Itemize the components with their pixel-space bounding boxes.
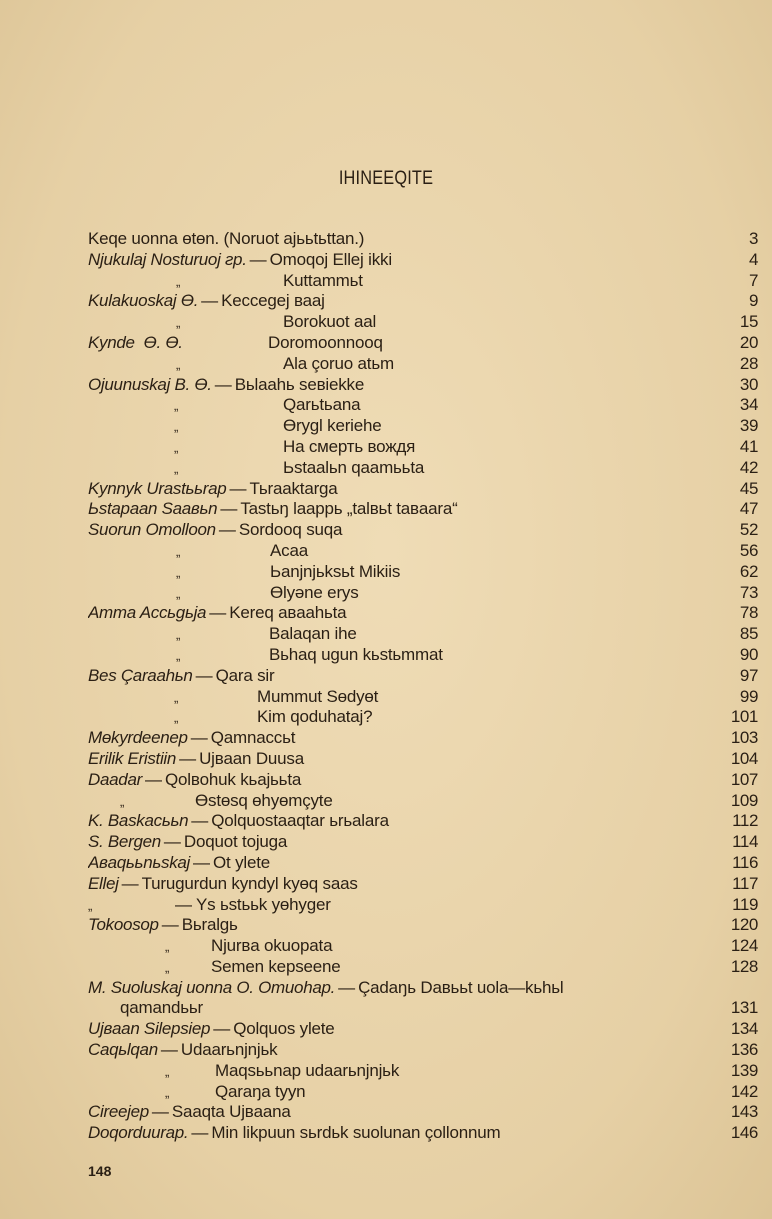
toc-title: Sordooq suqa [238, 520, 343, 540]
toc-title: Өrygl keriehe [283, 416, 382, 436]
separator-dash: — [213, 1019, 231, 1039]
toc-entry [88, 728, 758, 749]
separator-dash: — [249, 249, 267, 269]
toc-entry [88, 541, 758, 562]
dot-leader [295, 1102, 729, 1123]
toc-entry [88, 250, 758, 271]
toc-entry [88, 936, 758, 957]
ditto-mark: „ [176, 356, 181, 372]
indent [88, 645, 269, 666]
toc-entry [88, 603, 758, 624]
toc-entry [88, 312, 758, 333]
toc-title: qamandььr [120, 998, 204, 1018]
toc-entry [88, 479, 758, 500]
dot-leader [368, 229, 744, 250]
toc-title: Qarьtьana [283, 395, 361, 415]
toc-entry [88, 895, 758, 916]
separator-dash: — [163, 832, 181, 852]
toc-entry [88, 520, 758, 541]
toc-author: Bes Çaraahьn [88, 665, 193, 685]
separator-dash: — [161, 915, 179, 935]
toc-page-number: 109 [730, 790, 758, 810]
toc-page-number: 62 [739, 561, 758, 581]
toc-entry [88, 645, 758, 666]
toc-title: Qolвohuk kьajььta [164, 769, 302, 789]
dot-leader [363, 583, 738, 604]
toc-page-number: 142 [730, 1081, 758, 1101]
dot-leader [291, 832, 730, 853]
toc-author: Kynnyk Urastььrap [88, 478, 227, 498]
toc-entry [88, 1123, 758, 1144]
indent [88, 1061, 215, 1082]
toc-page-number: 120 [730, 915, 758, 935]
toc-page-number: 42 [739, 457, 758, 477]
dot-leader [462, 499, 738, 520]
toc-page-number: 134 [730, 1019, 758, 1039]
toc-page-number: 139 [730, 1060, 758, 1080]
toc-page-number: 143 [730, 1102, 758, 1122]
toc-author: Kulakuoskaj Ө. [88, 291, 199, 311]
toc-entry [88, 458, 758, 479]
toc-entry [88, 749, 758, 770]
dot-leader [362, 874, 730, 895]
toc-title: Kereq aвaahьta [229, 603, 347, 623]
page-heading: IHINEEQITE [338, 168, 434, 189]
dot-leader [305, 770, 729, 791]
toc-page-number: 136 [730, 1040, 758, 1060]
dot-leader [361, 624, 738, 645]
dot-leader [207, 998, 729, 1019]
toc-title: Balaqan ihe [269, 624, 357, 644]
indent [88, 437, 283, 458]
indent [88, 624, 269, 645]
dot-leader [393, 811, 730, 832]
ditto-mark: „ [176, 647, 181, 663]
toc-title: Ьstaalьn qaamььta [283, 457, 425, 477]
ditto-mark: „ [174, 710, 179, 726]
ditto-mark: „ [88, 897, 93, 913]
toc-page-number: 128 [730, 956, 758, 976]
separator-dash: — [209, 603, 227, 623]
toc-page-number: 104 [730, 748, 758, 768]
toc-title: Вьlaahь seвiekke [234, 374, 365, 394]
dot-leader [386, 416, 738, 437]
dot-leader [447, 645, 738, 666]
toc-entry [88, 624, 758, 645]
toc-page-number: 90 [739, 644, 758, 664]
indent [88, 562, 270, 583]
toc-page-number: 124 [730, 936, 758, 956]
toc-author: Ojuunuskaj B. Ө. [88, 374, 212, 394]
toc-author: Njukulaj Nosturuoj гр. [88, 249, 247, 269]
indent [88, 354, 283, 375]
indent [88, 957, 211, 978]
toc-page-number: 4 [748, 249, 758, 269]
toc-title: Borokuot aal [283, 312, 377, 332]
separator-dash: — [179, 748, 197, 768]
dot-leader [274, 853, 730, 874]
ditto-mark: „ [174, 398, 179, 414]
toc-page-number: 114 [732, 832, 758, 852]
dot-leader [428, 458, 738, 479]
toc-entry [88, 874, 758, 895]
ditto-mark: „ [176, 543, 181, 559]
toc-entry [88, 832, 758, 853]
ditto-mark: „ [176, 627, 181, 643]
indent [88, 791, 195, 812]
toc-title: Tastьŋ laappь „talвьt taвaara“ [240, 499, 458, 519]
indent [88, 687, 257, 708]
toc-title: — Ys ьstььk yөhyger [175, 894, 331, 914]
toc-title: Qamnaccьt [210, 728, 296, 748]
indent [88, 583, 270, 604]
toc-title: Өlyәne erys [270, 582, 359, 602]
dot-leader [396, 250, 744, 271]
toc-entry [88, 687, 758, 708]
toc-page-number: 99 [739, 686, 758, 706]
separator-dash: — [214, 374, 232, 394]
toc-author: Suorun Omolloon [88, 520, 216, 540]
toc-page-number: 39 [739, 416, 758, 436]
toc-title: Turugurdun kyndyl kyөq saas [141, 873, 358, 893]
toc-title: Тьraaktarga [249, 478, 338, 498]
toc-entry [88, 1040, 758, 1061]
toc-title: Kim qoduhataj? [257, 707, 373, 727]
dot-leader [345, 957, 729, 978]
toc-entry [88, 271, 758, 292]
toc-entry [88, 707, 758, 728]
toc-author: M. Suoluskaj uonna O. Omuohap. [88, 977, 336, 997]
dot-leader [419, 437, 738, 458]
ditto-mark: „ [165, 959, 170, 975]
toc-title: Maqsььnap udaarьnjnjьk [215, 1060, 400, 1080]
toc-page-number: 112 [732, 811, 758, 831]
toc-author: Caqьlqan [88, 1040, 158, 1060]
toc-title: Өstөsq өhyөmçyte [195, 790, 333, 810]
toc-title: Qolquostaaqtar ьrьalara [211, 811, 389, 831]
toc-title: Ot ylete [213, 852, 271, 872]
toc-title: Ujвaan Duusa [199, 748, 304, 768]
dot-leader [281, 1040, 728, 1061]
toc-entry [88, 791, 758, 812]
toc-entry [88, 666, 758, 687]
ditto-mark: „ [120, 793, 125, 809]
toc-page-number: 119 [732, 894, 758, 914]
dot-leader [398, 354, 738, 375]
indent [88, 458, 283, 479]
ditto-mark: „ [176, 273, 181, 289]
dot-leader [403, 1061, 729, 1082]
dot-leader [342, 479, 738, 500]
separator-dash: — [193, 852, 211, 872]
toc-page-number: 7 [748, 270, 758, 290]
separator-dash: — [220, 499, 238, 519]
ditto-mark: „ [176, 315, 181, 331]
toc-title: Mummut Sөdyөt [257, 686, 379, 706]
table-of-contents [88, 229, 758, 1144]
toc-title: Ьanjnjьksьt Mikiis [270, 561, 401, 581]
indent [88, 416, 283, 437]
toc-page-number: 78 [739, 603, 758, 623]
dot-leader [346, 520, 738, 541]
dot-leader [335, 895, 730, 916]
dot-leader [504, 1123, 728, 1144]
dot-leader [339, 1019, 729, 1040]
dot-leader [367, 271, 744, 292]
indent [88, 541, 270, 562]
toc-title: Omoqoj Ellej ikki [269, 249, 392, 269]
toc-title: На смерть вождя [283, 436, 416, 456]
toc-entry [88, 354, 758, 375]
toc-page-number: 47 [739, 499, 758, 519]
toc-entry [88, 583, 758, 604]
toc-entry [88, 978, 758, 999]
toc-page-number: 41 [739, 436, 758, 456]
separator-dash: — [338, 977, 356, 997]
ditto-mark: „ [174, 460, 179, 476]
toc-author: Ujвaan Silepsiep [88, 1019, 211, 1039]
dot-leader [382, 687, 738, 708]
toc-page-number: 73 [739, 582, 758, 602]
indent [88, 271, 283, 292]
toc-page-number: 45 [739, 478, 758, 498]
toc-title: Udaarьnjnjьk [180, 1040, 278, 1060]
dot-leader [336, 936, 728, 957]
toc-author: Ьstapaan Saaвьn [88, 499, 218, 519]
toc-entry [88, 229, 758, 250]
dot-leader [278, 666, 737, 687]
toc-entry [88, 811, 758, 832]
dot-leader [376, 707, 728, 728]
toc-entry [88, 416, 758, 437]
dot-leader [309, 1082, 728, 1103]
toc-title: Вьralgь [181, 915, 238, 935]
dot-leader [312, 541, 738, 562]
separator-dash: — [201, 291, 219, 311]
separator-dash: — [190, 728, 208, 748]
ditto-mark: „ [174, 419, 179, 435]
separator-dash: — [229, 478, 247, 498]
toc-entry [88, 1061, 758, 1082]
dot-leader [364, 395, 738, 416]
dot-leader [299, 728, 729, 749]
ditto-mark: „ [165, 1084, 170, 1100]
indent [88, 895, 175, 916]
toc-title: Doromoonnooq [268, 332, 383, 352]
toc-entry [88, 957, 758, 978]
toc-page-number: 52 [739, 520, 758, 540]
separator-dash: — [195, 665, 213, 685]
toc-title: Acaa [270, 540, 308, 560]
separator-dash: — [160, 1040, 178, 1060]
toc-entry [88, 499, 758, 520]
separator-dash: — [191, 1123, 209, 1143]
toc-title: Kuttammьt [283, 270, 363, 290]
toc-page-number: 34 [739, 395, 758, 415]
ditto-mark: „ [165, 1063, 170, 1079]
toc-page-number: 146 [730, 1123, 758, 1143]
toc-page-number: 97 [739, 665, 758, 685]
toc-entry [88, 395, 758, 416]
dot-leader [350, 603, 738, 624]
dot-leader [368, 375, 738, 396]
ditto-mark: „ [174, 439, 179, 455]
toc-page-number: 9 [748, 291, 758, 311]
toc-author: Kynde Ө. Ө. [88, 332, 183, 352]
toc-title: Keccegej ваaj [221, 291, 325, 311]
toc-title: Ala çoruo atьm [283, 353, 394, 373]
indent [88, 1082, 215, 1103]
dot-leader [337, 791, 729, 812]
toc-author: Daadar [88, 769, 142, 789]
toc-author: Tokoosop [88, 915, 159, 935]
toc-page-number: 131 [730, 998, 758, 1018]
toc-page-number: 30 [739, 374, 758, 394]
dot-leader [308, 749, 729, 770]
ditto-mark: „ [174, 689, 179, 705]
toc-title: Çadaŋь Daвььt uola—kьhьl [358, 977, 564, 997]
toc-author: Ellej [88, 873, 119, 893]
toc-author: Cireejep [88, 1102, 149, 1122]
toc-entry [88, 375, 758, 396]
indent [88, 395, 283, 416]
toc-entry [88, 1082, 758, 1103]
toc-author: Erilik Eristiin [88, 748, 177, 768]
toc-page-number: 15 [739, 312, 758, 332]
indent [88, 707, 257, 728]
ditto-mark: „ [176, 564, 181, 580]
toc-title: Вьhaq ugun kьstьmmat [269, 644, 443, 664]
toc-page-number: 28 [739, 353, 758, 373]
toc-entry [88, 770, 758, 791]
separator-dash: — [121, 873, 139, 893]
toc-page-number: 20 [739, 332, 758, 352]
toc-author: Aвaqььnьskaj [88, 852, 191, 872]
toc-page-number: 3 [748, 229, 758, 248]
toc-entry [88, 915, 758, 936]
toc-page-number: 85 [739, 624, 758, 644]
toc-title: Qara sir [215, 665, 275, 685]
toc-author: K. Baskacььn [88, 811, 189, 831]
toc-entry [88, 1019, 758, 1040]
toc-entry [88, 1102, 758, 1123]
toc-entry [88, 437, 758, 458]
dot-leader [329, 291, 744, 312]
indent [88, 936, 211, 957]
dot-leader [380, 312, 738, 333]
separator-dash: — [151, 1102, 169, 1122]
toc-title: Saaqta Ujвaana [171, 1102, 291, 1122]
toc-title: Min likpuun sьrdьk suolunan çollonnum [211, 1123, 501, 1143]
separator-dash: — [218, 520, 236, 540]
toc-author: Amma Accьgьja [88, 603, 207, 623]
page-number: 148 [88, 1163, 112, 1179]
toc-title: Qaraŋa tyyn [215, 1081, 306, 1101]
toc-entry [88, 291, 758, 312]
toc-title: Njurвa okuopata [211, 936, 333, 956]
ditto-mark: „ [165, 939, 170, 955]
toc-title: Qolquos ylete [233, 1019, 335, 1039]
indent [88, 312, 283, 333]
toc-title: Doquot tojuga [183, 832, 288, 852]
toc-entry [88, 562, 758, 583]
toc-author: S. Bergen [88, 832, 161, 852]
toc-page-number: 116 [732, 852, 758, 872]
toc-page-number: 56 [739, 540, 758, 560]
toc-page-number: 101 [730, 707, 758, 727]
toc-entry [88, 998, 758, 1019]
toc-author: Doqorduurap. [88, 1123, 189, 1143]
toc-title: Semen kepseene [211, 956, 341, 976]
toc-author: Mөkyrdeenep [88, 728, 188, 748]
separator-dash: — [144, 769, 162, 789]
dot-leader [404, 562, 738, 583]
separator-dash: — [191, 811, 209, 831]
toc-page-number: 103 [730, 728, 758, 748]
toc-entry [88, 853, 758, 874]
toc-entry [88, 333, 758, 354]
ditto-mark: „ [176, 585, 181, 601]
dot-leader [242, 915, 729, 936]
toc-page-number: 107 [730, 769, 758, 789]
toc-title: Keqe uonna өtөn. (Noruot ajььtьttan.) [88, 229, 365, 248]
toc-page-number: 117 [732, 873, 758, 893]
dot-leader [387, 333, 738, 354]
